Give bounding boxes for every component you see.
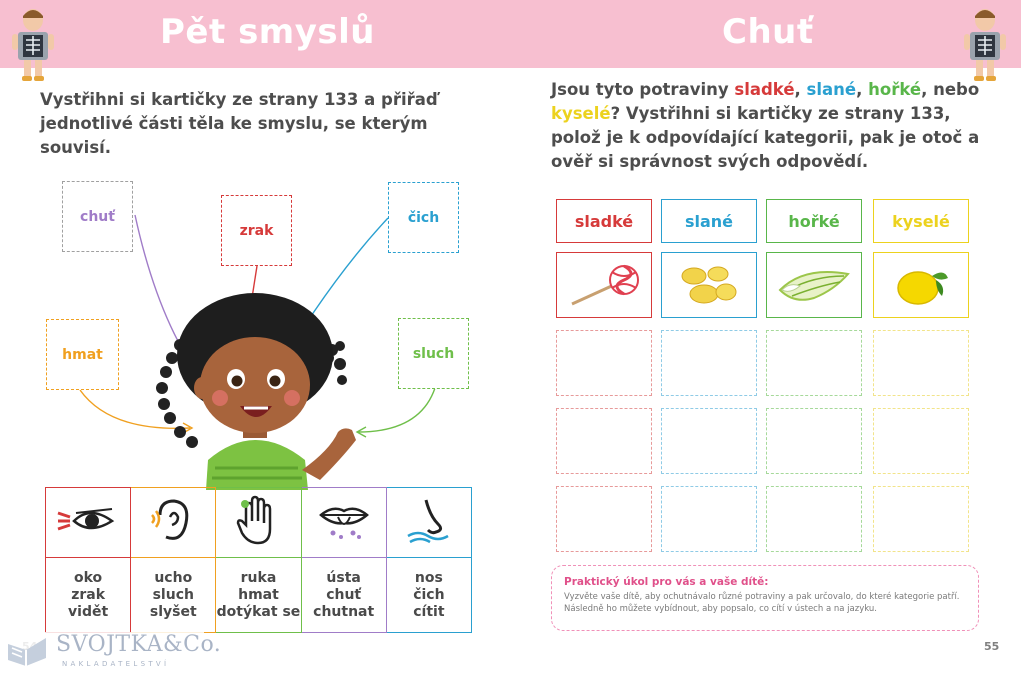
publisher-logo — [4, 632, 222, 672]
table-line: chutnat — [313, 603, 375, 620]
sense-card-smell[interactable]: čich — [388, 182, 459, 253]
nose-cell — [386, 488, 471, 558]
empty-slot-salty[interactable] — [661, 486, 757, 552]
table-line: hmat — [238, 586, 279, 603]
table-line: ruka — [240, 569, 277, 586]
instruction-left: Vystřihni si kartičky ze strany 133 a přiřaď jednotlivé části těla ke smyslu, se kterým souvisí. — [40, 90, 438, 157]
table-line: cítit — [413, 603, 445, 620]
empty-slot-bitter[interactable] — [766, 486, 862, 552]
instruction-comma: , — [794, 80, 807, 99]
tip-title: Praktický úkol pro vás a vaše dítě: — [564, 576, 769, 588]
tip-text: Vyzvěte vaše dítě, aby ochutnávalo různé potraviny a pak určovalo, do které kategorie patří. Následně ho můžete vybídnout, aby popsalo, co cítí v ústech a na jazyku. — [564, 592, 960, 614]
nose-label-cell — [386, 558, 471, 633]
book-logo-icon — [4, 634, 50, 668]
empty-slot-bitter[interactable] — [766, 408, 862, 474]
table-line: zrak — [71, 586, 105, 603]
hand-label-cell — [216, 558, 301, 633]
endive-icon — [774, 260, 854, 310]
hand-icon — [236, 495, 280, 547]
table-line: sluch — [152, 586, 194, 603]
sense-card-hearing[interactable]: sluch — [398, 318, 469, 389]
logo-name: SVOJTKA&Co. — [56, 632, 222, 657]
table-line: nos — [414, 569, 443, 586]
table-line: ucho — [154, 569, 193, 586]
mouth-icon — [315, 499, 373, 543]
table-line: oko — [74, 569, 103, 586]
category-sweet: sladké — [556, 199, 652, 243]
eye-cell — [46, 488, 131, 558]
ear-label-cell — [131, 558, 216, 633]
empty-slot-sour[interactable] — [873, 486, 969, 552]
food-card-salty — [661, 252, 757, 318]
eye-label-cell — [46, 558, 131, 633]
hand-cell — [216, 488, 301, 558]
table-line: vidět — [68, 603, 109, 620]
empty-slot-salty[interactable] — [661, 330, 757, 396]
instruction-comma: , — [856, 80, 869, 99]
empty-slot-sweet[interactable] — [556, 408, 652, 474]
lollipop-icon — [564, 260, 644, 310]
sense-card-sight[interactable]: zrak — [221, 195, 292, 266]
xray-boy-left-icon — [10, 8, 56, 84]
category-sour: kyselé — [873, 199, 969, 243]
senses-table — [45, 487, 472, 633]
food-card-bitter — [766, 252, 862, 318]
mouth-cell — [301, 488, 386, 558]
empty-slot-salty[interactable] — [661, 408, 757, 474]
table-line: chuť — [326, 586, 362, 603]
empty-slot-sour[interactable] — [873, 330, 969, 396]
sense-card-touch[interactable]: hmat — [46, 319, 119, 390]
header-band — [0, 0, 1021, 68]
empty-slot-bitter[interactable] — [766, 330, 862, 396]
page-title-right: Chuť — [722, 12, 814, 52]
word-salty: slané — [806, 80, 857, 99]
category-bitter: hořké — [766, 199, 862, 243]
category-salty: slané — [661, 199, 757, 243]
instruction-right — [551, 78, 991, 174]
chips-icon — [674, 260, 744, 310]
empty-slot-sweet[interactable] — [556, 486, 652, 552]
page-title-left: Pět smyslů — [160, 12, 375, 52]
page-number-right: 55 — [984, 640, 1000, 653]
logo-subtitle: NAKLADATELSTVÍ — [62, 660, 170, 668]
xray-boy-right-icon — [962, 8, 1008, 84]
food-card-sour — [873, 252, 969, 318]
mouth-label-cell — [301, 558, 386, 633]
lemon-icon — [886, 260, 956, 310]
table-line: slyšet — [149, 603, 197, 620]
empty-slot-sweet[interactable] — [556, 330, 652, 396]
word-sweet: sladké — [734, 80, 795, 99]
ear-icon — [148, 497, 198, 545]
ear-cell — [131, 488, 216, 558]
instruction-text-2: ? Vystřihni si kartičky ze strany 133, polož je k odpovídající kategorii, pak je otoč a ověř si správnost svých odpovědí. — [551, 104, 980, 171]
instruction-text: Jsou tyto potraviny — [551, 80, 735, 99]
table-line: čich — [413, 586, 445, 603]
eye-icon — [56, 501, 120, 541]
table-line: ústa — [326, 569, 361, 586]
word-sour: kyselé — [551, 104, 611, 123]
word-bitter: hořké — [868, 80, 922, 99]
nose-icon — [404, 496, 454, 546]
empty-slot-sour[interactable] — [873, 408, 969, 474]
table-line: dotýkat se — [216, 603, 301, 620]
practical-tip-box — [551, 565, 979, 631]
sense-card-taste[interactable]: chuť — [62, 181, 133, 252]
instruction-or: , nebo — [921, 80, 980, 99]
food-card-sweet — [556, 252, 652, 318]
